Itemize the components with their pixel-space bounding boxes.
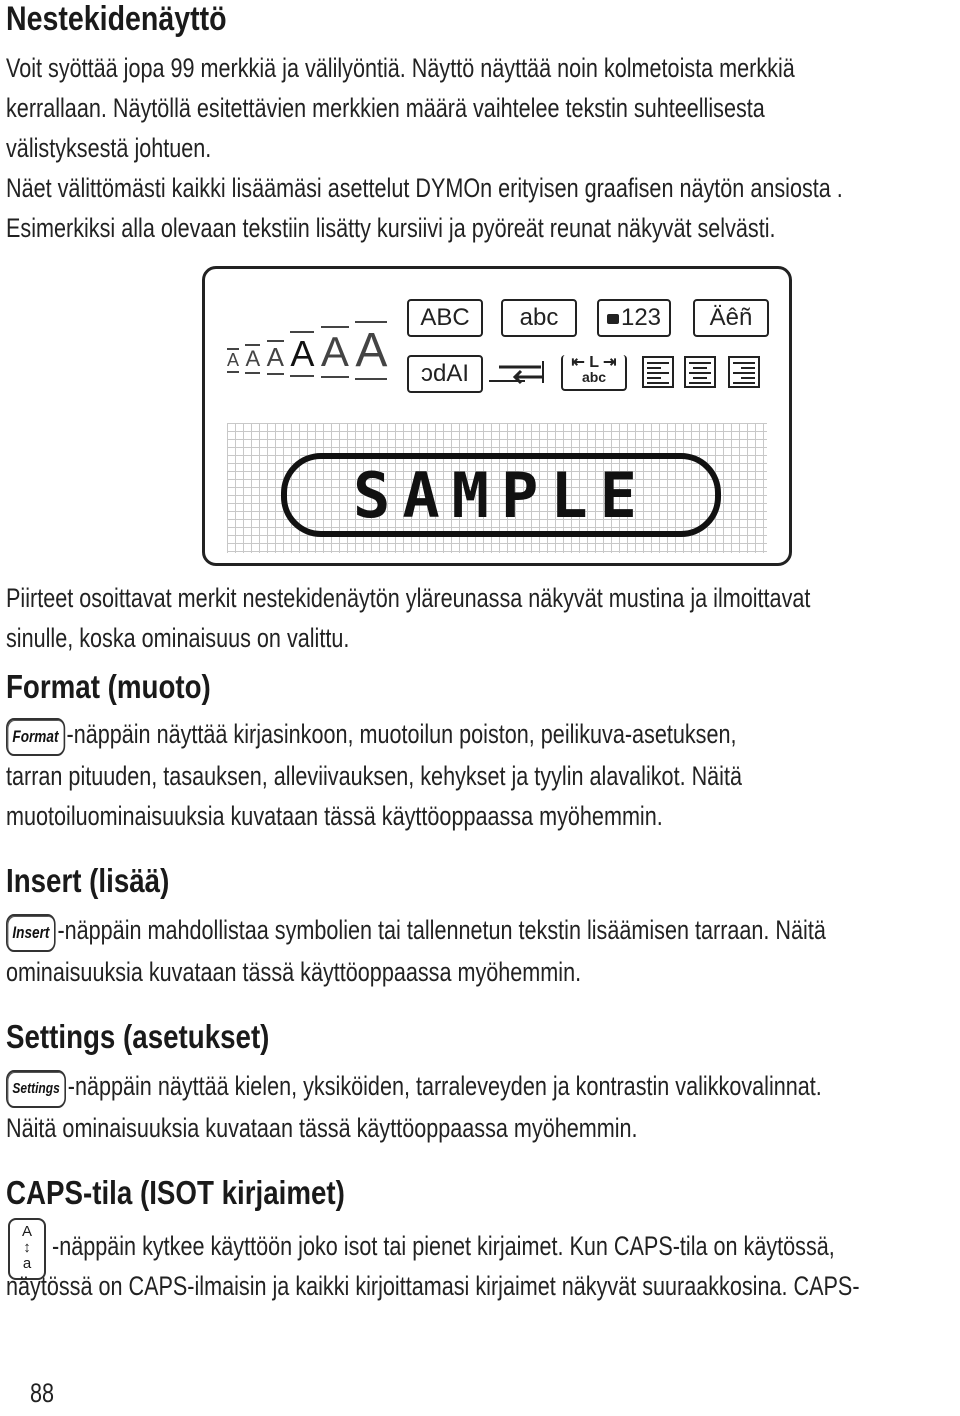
sample-label-frame [281, 453, 721, 537]
intro-line: kerrallaan. Näytöllä esitettävien merkkien määrä vaihtelee tekstin suhteellisesta [6, 93, 765, 123]
format-key-icon [6, 715, 65, 756]
settings-paragraph [6, 1066, 960, 1148]
settings-line-text: -näppäin näyttää kielen, yksiköiden, tarraleveyden ja kontrastin valikkovalinnat. [67, 1071, 822, 1101]
dot-matrix-grid [227, 423, 767, 553]
align-arrows-icon [485, 355, 547, 389]
length-label: L [589, 354, 599, 371]
insert-line: ominaisuuksia kuvataan tässä käyttöoppaassa myöhemmin. [6, 957, 582, 988]
caps-key-upper: A [21, 1223, 32, 1240]
intro-line: Esimerkiksi alla olevaan tekstiin lisätty kursiivi ja pyöreät reunat näkyvät selvästi. [6, 213, 776, 243]
intro-paragraph [6, 48, 960, 248]
num-lock-indicator [597, 299, 671, 337]
size-letter: A [227, 348, 239, 373]
sample-text: SAMPLE [353, 458, 649, 532]
insert-line-text: -näppäin mahdollistaa symbolien tai tallennetun tekstin lisäämisen tarraan. Näitä [57, 915, 826, 945]
size-letter: A [321, 326, 349, 378]
label-length-indicator [561, 355, 627, 391]
insert-heading: Insert (lisää) [6, 862, 170, 899]
page-number: 88 [30, 1378, 55, 1408]
caption-line: Piirteet osoittavat merkit nestekidenäytön yläreunassa näkyvät mustina ja ilmoittavat [6, 583, 811, 613]
insert-key-label: Insert [6, 914, 56, 952]
caps-paragraph [52, 1226, 960, 1266]
lcd-display-illustration [202, 266, 792, 566]
format-heading: Format (muoto) [6, 668, 211, 705]
font-size-indicator [227, 321, 389, 381]
caption-paragraph [6, 578, 960, 658]
length-sub-label: abc [581, 369, 607, 385]
accent-indicator: Äêñ [693, 299, 769, 337]
format-line-text: -näppäin näyttää kirjasinkoon, muotoilun poiston, peilikuva-asetuksen, [66, 719, 737, 749]
caps-key-arrow-icon: ↕ [23, 1239, 31, 1256]
caps-indicator: ABC [407, 299, 483, 337]
caps-key-lower: a [22, 1255, 32, 1272]
size-letter: A [245, 344, 260, 374]
format-line [6, 714, 742, 756]
format-line: muotoiluominaisuuksia kuvataan tässä käyttöoppaassa myöhemmin. [6, 801, 663, 832]
caps-line: -näppäin kytkee käyttöön joko isot tai pienet kirjaimet. Kun CAPS-tila on käytössä, [52, 1231, 835, 1261]
size-letter: A [290, 331, 314, 377]
settings-key-icon [6, 1067, 66, 1108]
align-center-icon [683, 355, 717, 389]
intro-line: välistyksestä johtuen. [6, 133, 212, 163]
insert-paragraph [6, 910, 960, 992]
align-right-icon [727, 355, 761, 389]
caps-heading: CAPS-tila (ISOT kirjaimet) [6, 1174, 345, 1211]
format-key-label: Format [6, 718, 65, 756]
intro-line: Voit syöttää jopa 99 merkkiä ja välilyöntiä. Näyttö näyttää noin kolmetoista merkkiä [6, 53, 795, 83]
mirror-label: IAbc [420, 360, 470, 387]
length-arrows-icon: ⇤ L ⇥ [571, 354, 617, 371]
page-title: Nestekidenäyttö [6, 0, 227, 38]
size-letter: A [355, 321, 387, 380]
size-letter: A [267, 340, 284, 375]
lock-icon [607, 314, 619, 324]
lowercase-indicator: abc [501, 299, 577, 337]
settings-key-label: Settings [6, 1070, 66, 1108]
intro-line: Näet välittömästi kaikki lisäämäsi asettelut DYMOn erityisen graafisen näytön ansiosta . [6, 173, 843, 203]
num-lock-label: 123 [620, 304, 662, 331]
align-left-icon [641, 355, 675, 389]
settings-line [6, 1066, 822, 1108]
settings-line: Näitä ominaisuuksia kuvataan tässä käyttöoppaassa myöhemmin. [6, 1113, 638, 1144]
caps-paragraph-continued [6, 1266, 960, 1306]
format-paragraph [6, 714, 926, 836]
settings-heading: Settings (asetukset) [6, 1018, 270, 1055]
caps-line: näytössä on CAPS-ilmaisin ja kaikki kirjoittamasi kirjaimet näkyvät suuraakkosina. CAPS- [6, 1271, 860, 1301]
format-line: tarran pituuden, tasauksen, alleviivauksen, kehykset ja tyylin alavalikot. Näitä [6, 761, 742, 792]
insert-line [6, 910, 826, 952]
insert-key-icon [6, 911, 56, 952]
caption-line: sinulle, koska ominaisuus on valittu. [6, 623, 350, 653]
mirror-indicator [407, 355, 483, 393]
